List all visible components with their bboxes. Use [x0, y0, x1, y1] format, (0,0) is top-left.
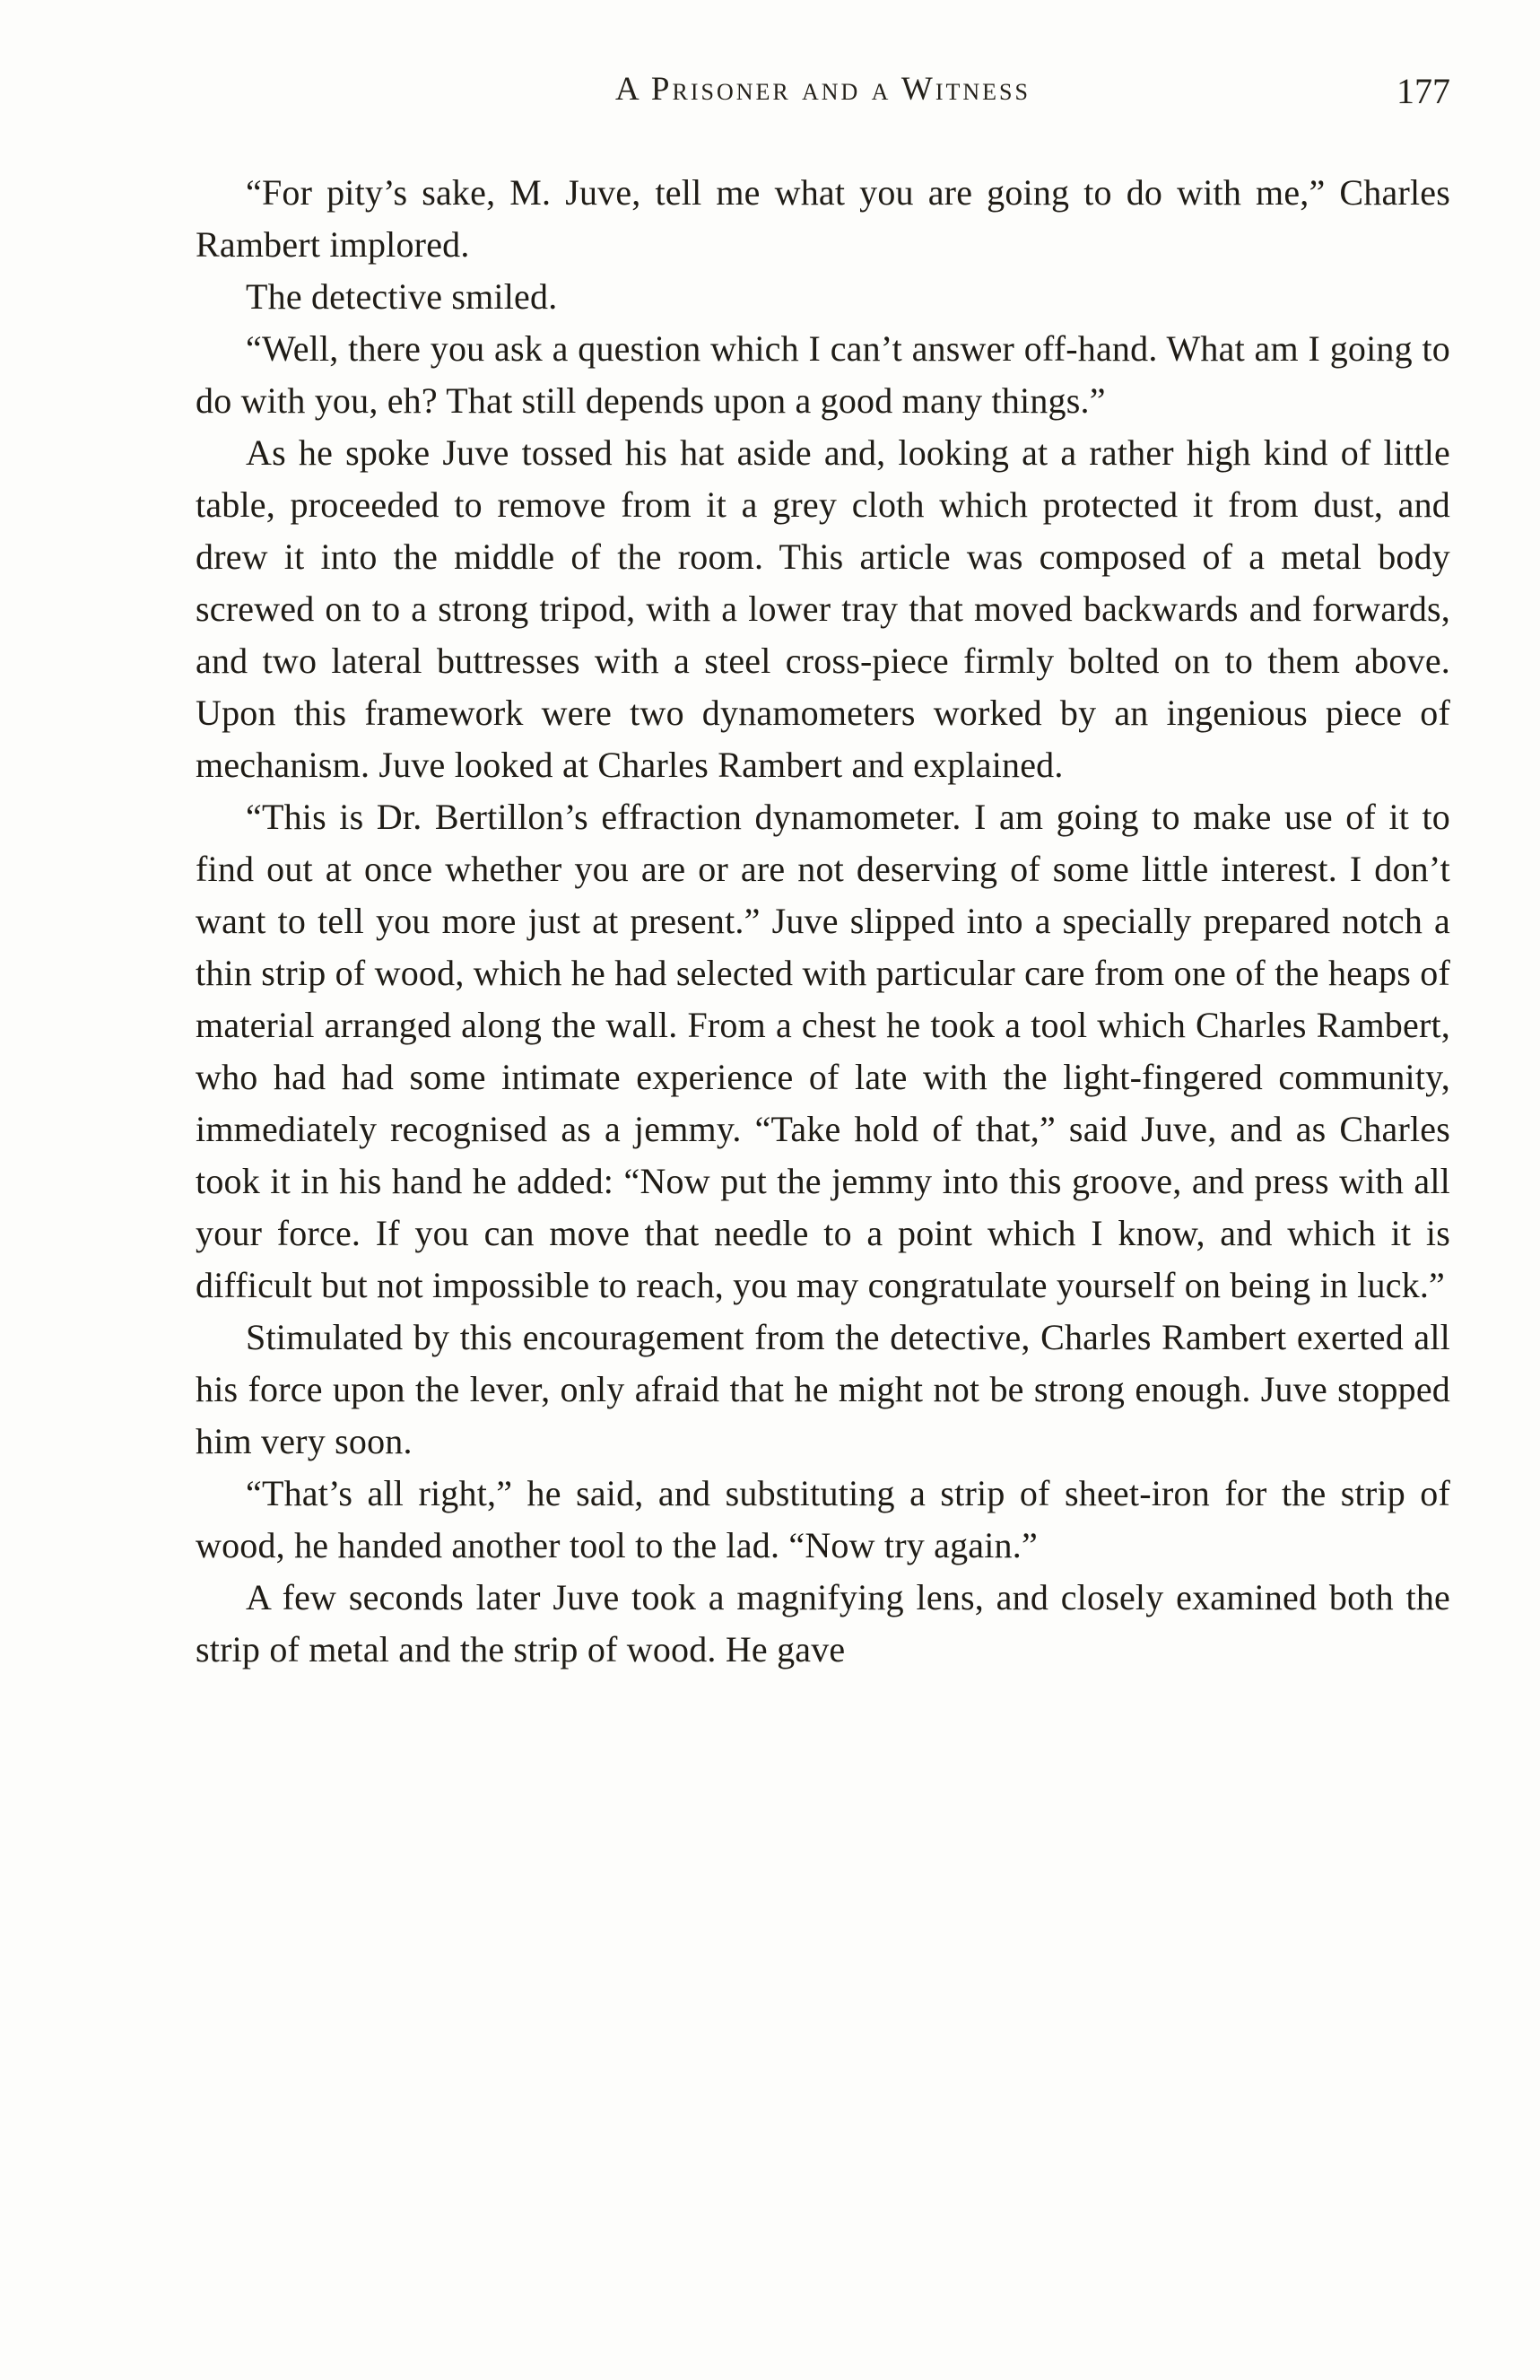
paragraph: “For pity’s sake, M. Juve, tell me what you are going to do with me,” Charles Rambert implored. — [196, 172, 1450, 265]
paragraph: The detective smiled. — [246, 276, 558, 317]
running-title: A Prisoner and a Witness — [615, 71, 1031, 108]
paragraph: “Well, there you ask a question which I can’t answer off-hand. What am I going to do with you, eh? That still depends upon a good many things.” — [196, 328, 1450, 421]
paragraph: A few seconds later Juve took a magnifying lens, and closely examined both the strip of metal and the strip of wood. He gave — [196, 1577, 1450, 1669]
running-header — [196, 70, 1450, 120]
paragraph: As he spoke Juve tossed his hat aside and, looking at a rather high kind of little table, proceeded to remove from it a grey cloth which protected it from dust, and drew it into the middle of the room. This article was composed of a metal body screwed on to a strong tripod, with a lower tray that moved backwards and forwards, and two lateral buttresses with a steel cross-piece firmly bolted on to them above. Upon this framework were two dynamometers worked by an ingenious piece of mechanism. Juve looked at Charles Rambert and explained. — [196, 432, 1450, 785]
paragraph: “That’s all right,” he said, and substituting a strip of sheet-iron for the strip of wood, he handed another tool to the lad. “Now try again.” — [196, 1473, 1450, 1565]
page-number: 177 — [1396, 71, 1450, 111]
paragraph: “This is Dr. Bertillon’s effraction dynamometer. I am going to make use of it to find out at once whether you are or are not deserving of some little interest. I don’t want to tell you more just at present.” Juve slipped into a specially prepared notch a thin strip of wood, which he had selected with particular care from one of the heaps of material arranged along the wall. From a chest he took a tool which Charles Rambert, who had had some intimate experience of late with the light-fingered community, immediately recognised as a jemmy. “Take hold of that,” said Juve, and as Charles took it in his hand he added: “Now put the jemmy into this groove, and press with all your force. If you can move that needle to a point which I know, and which it is difficult but not impossible to reach, you may congratulate yourself on being in luck.” — [196, 797, 1450, 1305]
paragraph: Stimulated by this encouragement from the detective, Charles Rambert exerted all his force upon the lever, only afraid that he might not be strong enough. Juve stopped him very soon. — [196, 1317, 1450, 1461]
text-block — [196, 167, 1450, 1676]
